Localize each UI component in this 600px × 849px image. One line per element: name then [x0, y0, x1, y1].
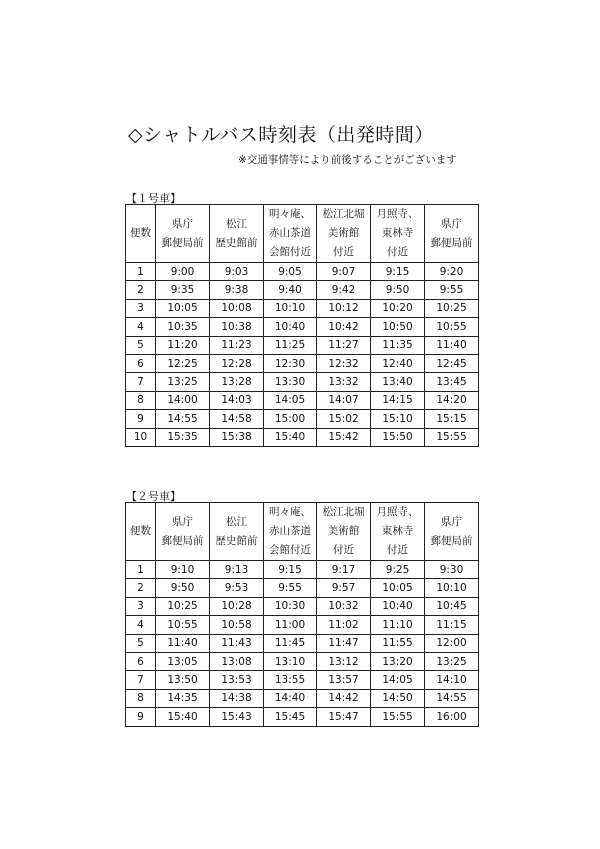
header-row	[126, 503, 479, 561]
departure-time-cell: 10:12	[317, 299, 371, 317]
column-header-line: 会館付近	[269, 544, 311, 556]
departure-time-cell: 9:07	[317, 263, 371, 281]
departure-time-cell: 15:45	[264, 708, 317, 726]
column-header-line: 付近	[333, 544, 354, 556]
departure-time-cell: 13:28	[210, 373, 264, 391]
column-header	[371, 503, 425, 561]
departure-time-cell: 9:00	[156, 263, 210, 281]
bus-1-label: 【１号車】	[126, 192, 181, 205]
column-header-line: 付近	[387, 544, 408, 556]
column-header	[156, 503, 210, 561]
table-row	[126, 428, 479, 446]
departure-time-cell: 13:40	[371, 373, 425, 391]
departure-time-cell: 13:10	[264, 652, 317, 670]
departure-time-cell: 9:38	[210, 281, 264, 299]
column-header	[264, 205, 317, 263]
departure-time-cell: 11:47	[317, 634, 371, 652]
departure-time-cell: 14:20	[425, 391, 479, 409]
table-row	[126, 708, 479, 726]
table-row	[126, 652, 479, 670]
departure-time-cell: 11:25	[264, 336, 317, 354]
departure-time-cell: 11:40	[425, 336, 479, 354]
departure-time-cell: 14:42	[317, 689, 371, 707]
departure-time-cell: 13:57	[317, 671, 371, 689]
column-header	[425, 503, 479, 561]
table-row	[126, 597, 479, 615]
trip-number-cell: 7	[126, 671, 156, 689]
column-header	[317, 503, 371, 561]
column-header-line: 便数	[130, 227, 151, 239]
trip-number-cell: 3	[126, 299, 156, 317]
departure-time-cell: 11:55	[371, 634, 425, 652]
table-row	[126, 354, 479, 372]
departure-time-cell: 13:55	[264, 671, 317, 689]
column-header-line: 松江北堀	[322, 208, 365, 220]
column-header-line: 郵便局前	[161, 236, 204, 249]
departure-time-cell: 14:58	[210, 410, 264, 428]
trip-number-cell: 8	[126, 689, 156, 707]
table-row	[126, 318, 479, 336]
departure-time-cell: 10:50	[371, 318, 425, 336]
departure-time-cell: 15:38	[210, 428, 264, 446]
column-header-line: 松江	[226, 217, 247, 230]
departure-time-cell: 14:00	[156, 391, 210, 409]
trip-number-cell: 10	[126, 428, 156, 446]
column-header	[371, 205, 425, 263]
departure-time-cell: 11:10	[371, 616, 425, 634]
departure-time-cell: 12:25	[156, 354, 210, 372]
column-header-line: 赤山茶道	[269, 525, 311, 537]
departure-time-cell: 11:40	[156, 634, 210, 652]
departure-time-cell: 9:50	[371, 281, 425, 299]
departure-time-cell: 15:00	[264, 410, 317, 428]
table-row	[126, 263, 479, 281]
departure-time-cell: 12:40	[371, 354, 425, 372]
column-header-line: 歴史館前	[215, 236, 258, 249]
table-row	[126, 579, 479, 597]
departure-time-cell: 16:00	[425, 708, 479, 726]
table-row	[126, 391, 479, 409]
departure-time-cell: 13:12	[317, 652, 371, 670]
trip-number-cell: 4	[126, 616, 156, 634]
departure-time-cell: 9:10	[156, 561, 210, 579]
departure-time-cell: 15:42	[317, 428, 371, 446]
departure-time-cell: 9:20	[425, 263, 479, 281]
column-header	[210, 205, 264, 263]
column-header	[126, 205, 156, 263]
departure-time-cell: 11:43	[210, 634, 264, 652]
departure-time-cell: 10:35	[156, 318, 210, 336]
departure-time-cell: 10:25	[425, 299, 479, 317]
departure-time-cell: 14:15	[371, 391, 425, 409]
trip-number-cell: 3	[126, 597, 156, 615]
departure-time-cell: 9:42	[317, 281, 371, 299]
departure-time-cell: 11:20	[156, 336, 210, 354]
column-header-line: 美術館	[327, 227, 360, 239]
departure-time-cell: 9:05	[264, 263, 317, 281]
departure-time-cell: 10:08	[210, 299, 264, 317]
column-header-line: 郵便局前	[430, 534, 473, 547]
schedule-note: ※交通事情等により前後することがございます	[238, 154, 457, 166]
departure-time-cell: 14:07	[317, 391, 371, 409]
table-row	[126, 299, 479, 317]
table-row	[126, 671, 479, 689]
column-header-line: 郵便局前	[161, 534, 204, 547]
page-title: ◇シャトルバス時刻表（出発時間）	[128, 124, 434, 146]
departure-time-cell: 15:02	[317, 410, 371, 428]
departure-time-cell: 10:42	[317, 318, 371, 336]
table-row	[126, 689, 479, 707]
departure-time-cell: 10:30	[264, 597, 317, 615]
column-header	[126, 503, 156, 561]
departure-time-cell: 13:50	[156, 671, 210, 689]
column-header-line: 歴史館前	[215, 534, 258, 547]
departure-time-cell: 13:20	[371, 652, 425, 670]
departure-time-cell: 9:35	[156, 281, 210, 299]
trip-number-cell: 6	[126, 652, 156, 670]
column-header-line: 明々庵、	[269, 208, 311, 220]
trip-number-cell: 7	[126, 373, 156, 391]
departure-time-cell: 15:55	[371, 708, 425, 726]
departure-time-cell: 10:40	[371, 597, 425, 615]
departure-time-cell: 15:40	[156, 708, 210, 726]
departure-time-cell: 13:05	[156, 652, 210, 670]
bus-2-timetable	[125, 502, 479, 727]
trip-number-cell: 2	[126, 579, 156, 597]
departure-time-cell: 14:50	[371, 689, 425, 707]
column-header-line: 明々庵、	[269, 506, 311, 518]
trip-number-cell: 1	[126, 561, 156, 579]
departure-time-cell: 15:50	[371, 428, 425, 446]
trip-number-cell: 5	[126, 336, 156, 354]
departure-time-cell: 13:30	[264, 373, 317, 391]
trip-number-cell: 6	[126, 354, 156, 372]
departure-time-cell: 12:00	[425, 634, 479, 652]
departure-time-cell: 10:28	[210, 597, 264, 615]
departure-time-cell: 9:55	[264, 579, 317, 597]
departure-time-cell: 12:30	[264, 354, 317, 372]
departure-time-cell: 9:15	[264, 561, 317, 579]
departure-time-cell: 9:03	[210, 263, 264, 281]
departure-time-cell: 14:03	[210, 391, 264, 409]
trip-number-cell: 1	[126, 263, 156, 281]
departure-time-cell: 15:55	[425, 428, 479, 446]
departure-time-cell: 11:35	[371, 336, 425, 354]
departure-time-cell: 12:32	[317, 354, 371, 372]
departure-time-cell: 9:15	[371, 263, 425, 281]
column-header	[264, 503, 317, 561]
departure-time-cell: 12:45	[425, 354, 479, 372]
departure-time-cell: 10:05	[156, 299, 210, 317]
departure-time-cell: 11:02	[317, 616, 371, 634]
departure-time-cell: 10:55	[425, 318, 479, 336]
departure-time-cell: 10:25	[156, 597, 210, 615]
trip-number-cell: 2	[126, 281, 156, 299]
departure-time-cell: 14:40	[264, 689, 317, 707]
column-header	[425, 205, 479, 263]
bus-1-timetable	[125, 204, 479, 447]
column-header-line: 付近	[387, 246, 408, 258]
departure-time-cell: 13:32	[317, 373, 371, 391]
departure-time-cell: 13:45	[425, 373, 479, 391]
table-row	[126, 336, 479, 354]
departure-time-cell: 13:08	[210, 652, 264, 670]
column-header-line: 会館付近	[269, 246, 311, 258]
departure-time-cell: 9:40	[264, 281, 317, 299]
departure-time-cell: 9:50	[156, 579, 210, 597]
column-header-line: 美術館	[327, 525, 360, 537]
departure-time-cell: 9:57	[317, 579, 371, 597]
table-row	[126, 410, 479, 428]
departure-time-cell: 10:38	[210, 318, 264, 336]
departure-time-cell: 10:58	[210, 616, 264, 634]
column-header-line: 東林寺	[381, 525, 414, 537]
departure-time-cell: 10:05	[371, 579, 425, 597]
departure-time-cell: 13:25	[425, 652, 479, 670]
column-header	[156, 205, 210, 263]
departure-time-cell: 10:32	[317, 597, 371, 615]
departure-time-cell: 14:55	[156, 410, 210, 428]
departure-time-cell: 15:43	[210, 708, 264, 726]
departure-time-cell: 9:30	[425, 561, 479, 579]
column-header-line: 県庁	[441, 217, 462, 230]
departure-time-cell: 10:45	[425, 597, 479, 615]
column-header-line: 便数	[130, 525, 151, 537]
departure-time-cell: 9:55	[425, 281, 479, 299]
table-row	[126, 634, 479, 652]
departure-time-cell: 10:20	[371, 299, 425, 317]
departure-time-cell: 15:40	[264, 428, 317, 446]
departure-time-cell: 14:05	[264, 391, 317, 409]
column-header	[210, 503, 264, 561]
departure-time-cell: 14:35	[156, 689, 210, 707]
column-header-line: 松江北堀	[322, 506, 365, 518]
table-row	[126, 561, 479, 579]
departure-time-cell: 13:25	[156, 373, 210, 391]
departure-time-cell: 12:28	[210, 354, 264, 372]
departure-time-cell: 10:10	[425, 579, 479, 597]
trip-number-cell: 4	[126, 318, 156, 336]
departure-time-cell: 9:25	[371, 561, 425, 579]
departure-time-cell: 11:23	[210, 336, 264, 354]
column-header-line: 県庁	[172, 515, 193, 528]
column-header-line: 県庁	[441, 515, 462, 528]
departure-time-cell: 14:10	[425, 671, 479, 689]
trip-number-cell: 9	[126, 410, 156, 428]
bus-2-label: 【２号車】	[126, 490, 181, 503]
header-row	[126, 205, 479, 263]
column-header-line: 月照寺、	[376, 208, 419, 220]
trip-number-cell: 8	[126, 391, 156, 409]
departure-time-cell: 10:40	[264, 318, 317, 336]
trip-number-cell: 5	[126, 634, 156, 652]
departure-time-cell: 11:27	[317, 336, 371, 354]
departure-time-cell: 14:38	[210, 689, 264, 707]
column-header-line: 郵便局前	[430, 236, 473, 249]
departure-time-cell: 10:55	[156, 616, 210, 634]
departure-time-cell: 11:00	[264, 616, 317, 634]
column-header-line: 月照寺、	[376, 506, 419, 518]
departure-time-cell: 15:10	[371, 410, 425, 428]
departure-time-cell: 11:15	[425, 616, 479, 634]
table-row	[126, 373, 479, 391]
departure-time-cell: 9:13	[210, 561, 264, 579]
departure-time-cell: 10:10	[264, 299, 317, 317]
departure-time-cell: 13:53	[210, 671, 264, 689]
column-header-line: 松江	[226, 515, 247, 528]
column-header-line: 付近	[333, 246, 354, 258]
column-header	[317, 205, 371, 263]
column-header-line: 県庁	[172, 217, 193, 230]
departure-time-cell: 14:05	[371, 671, 425, 689]
departure-time-cell: 15:47	[317, 708, 371, 726]
departure-time-cell: 11:45	[264, 634, 317, 652]
table-row	[126, 616, 479, 634]
trip-number-cell: 9	[126, 708, 156, 726]
departure-time-cell: 9:17	[317, 561, 371, 579]
departure-time-cell: 15:35	[156, 428, 210, 446]
departure-time-cell: 15:15	[425, 410, 479, 428]
column-header-line: 東林寺	[381, 227, 414, 239]
departure-time-cell: 9:53	[210, 579, 264, 597]
departure-time-cell: 14:55	[425, 689, 479, 707]
column-header-line: 赤山茶道	[269, 227, 311, 239]
table-row	[126, 281, 479, 299]
